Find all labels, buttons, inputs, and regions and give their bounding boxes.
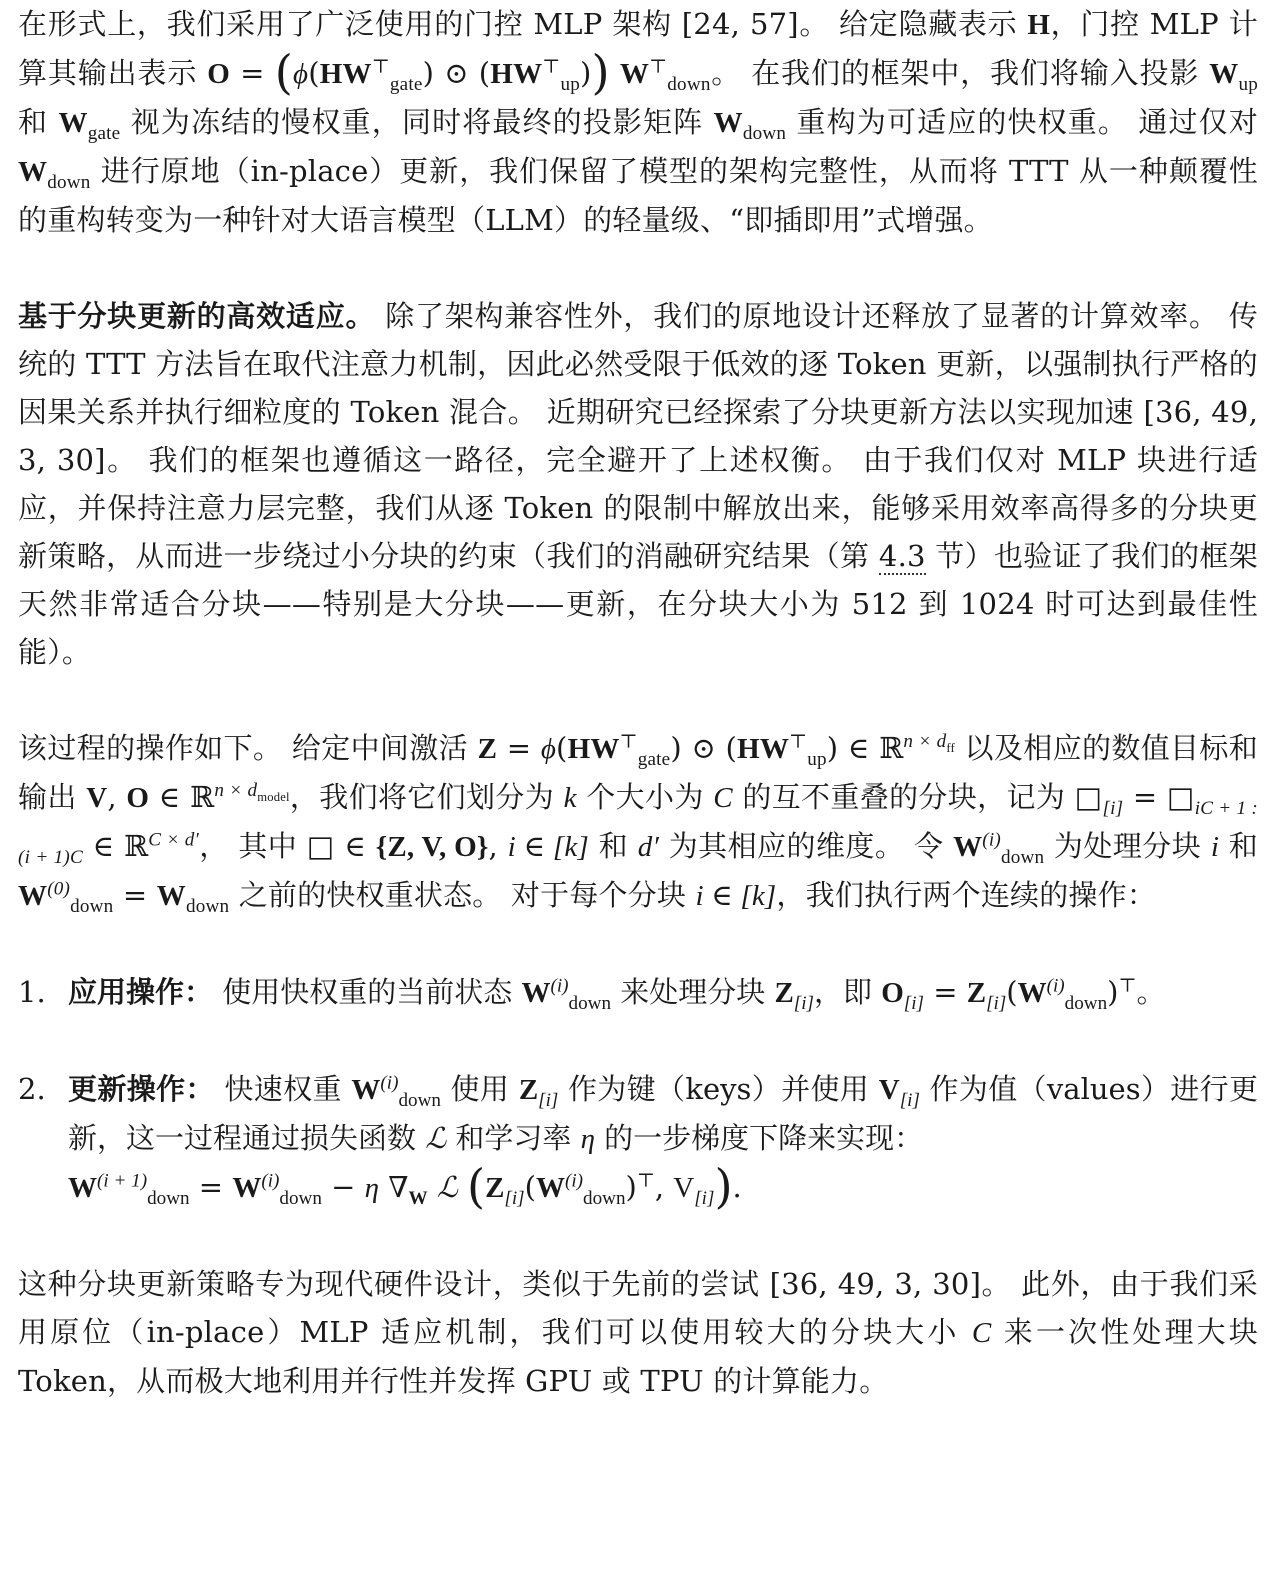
list-number: 1. — [18, 975, 46, 1009]
math-C: C — [971, 1317, 992, 1349]
math-loss: ℒ — [425, 1123, 447, 1155]
math-eta: η — [580, 1123, 595, 1155]
text: 之前的快权重状态。 对于每个分块 — [229, 878, 696, 912]
text: 来处理分块 — [611, 975, 775, 1009]
math-W-down-i: $W^{(i)}_{down}$ — [351, 1072, 441, 1111]
paragraph-chunk-update — [18, 292, 1258, 676]
math-W-down: $W_{down}$ — [18, 156, 91, 193]
math-set: □ ∈ {Z, V, O}, i ∈ [k] — [306, 829, 589, 863]
math-VO: V, O ∈ ℝ$^{n \times d_{model}}$ — [86, 780, 290, 814]
text: 。 在我们的框架中，我们将输入投影 — [710, 56, 1210, 90]
math-C: C — [713, 782, 733, 814]
math-W-down: $W_{down}$ — [713, 107, 787, 144]
math-Z-i: $Z_{[i]}$ — [518, 1074, 559, 1111]
paragraph-hardware — [18, 1260, 1258, 1405]
text: 为处理分块 — [1044, 829, 1211, 863]
text: 节）也验证了我们的框架天然非常适合分块——特别是大分块——更新，在分块大小为 512 到 1024 时可达到最佳性能）。 — [18, 539, 1258, 669]
text: 进行原地（in-place）更新，我们保留了模型的架构完整性，从而将 TTT 从一种颠覆性的重构转变为一种针对大语言模型（LLM）的轻量级、“即插即用”式增强。 — [18, 154, 1258, 237]
text: 和 — [588, 829, 638, 863]
text: 的一步梯度下降来实现： — [594, 1121, 924, 1155]
section-reference-link[interactable]: 4.3 — [878, 539, 926, 573]
text: 来一次性处理大块 Token，从而极大地利用并行性并发挥 GPU 或 TPU 的计算能力。 — [18, 1315, 1258, 1398]
text: 该过程的操作如下。 给定中间激活 — [18, 731, 478, 765]
math-W-down-0: $W^{(0)}_{down} = W_{down}$ — [18, 878, 230, 917]
math-W-down-i: $W^{(i)}_{down}$ — [953, 829, 1045, 868]
math-W-up: $W_{up}$ — [1209, 58, 1259, 95]
math-i-in-k: i ∈ [k] — [695, 880, 777, 912]
paragraph-gated-mlp — [18, 0, 1258, 244]
text: 除了架构兼容性外，我们的原地设计还释放了显著的计算效率。 传统的 TTT 方法旨在取代注意力机制，因此必然受限于低效的逐 Token 更新，以强制执行严格的因果关系并执行细粒度的 Token 混合。 近期研究已经探索了分块更新方法以实现加速 [36, 49, 3, 30]。 我们的框架也遵循这一路径，完全避开了上述权衡。 由于我们仅对 MLP 块进行适应，并保持注意力层完整，我们从逐 Token 的限制中解放出来，能够采用效率高得多的分块更新策略，从而进一步绕过小分块的约束（我们的消融研究结果（第 — [18, 299, 1258, 573]
text: 为其相应的维度。 令 — [659, 829, 954, 863]
text: 重构为可适应的快权重。 通过仅对 — [786, 105, 1259, 139]
equation-apply: $O_{[i]} = Z_{[i]}(W^{(i)}_{down})^⊤$。 — [881, 973, 1166, 1014]
text: 作为键（keys）并使用 — [558, 1072, 879, 1106]
math-H: H — [1027, 9, 1051, 41]
text: ，即 — [814, 975, 882, 1009]
math-Z-i: $Z_{[i]}$ — [774, 977, 814, 1014]
text: 在形式上，我们采用了广泛使用的门控 MLP 架构 [24, 57]。 给定隐藏表示 — [18, 7, 1028, 41]
text: ，我们将它们划分为 — [289, 780, 564, 814]
text: ，我们执行两个连续的操作： — [776, 878, 1157, 912]
math-dprime: d′ — [637, 831, 660, 863]
text: 和学习率 — [446, 1121, 581, 1155]
text: 以及相应的数值目标和输出 — [18, 731, 1258, 814]
operation-list — [18, 968, 1258, 1212]
text: 快速权重 — [214, 1072, 352, 1106]
list-label: 应用操作： — [68, 975, 214, 1009]
paragraph-procedure — [18, 724, 1258, 920]
equation-activation: $Z = \phi(HW^⊤_{gate})$ ⊙ $(HW^⊤_{up})$ ∈ ℝ$^{n \times d_{ff}}$ — [477, 729, 955, 770]
math-V-i: $V_{[i]}$ — [878, 1074, 920, 1111]
text: 这种分块更新策略专为现代硬件设计，类似于先前的尝试 [36, 49, 3, 30]。 此外，由于我们采用原位（in-place）MLP 适应机制，我们可以使用较大的分块大小 — [18, 1267, 1258, 1349]
math-W-down-i: $W^{(i)}_{down}$ — [521, 975, 612, 1014]
text: 作为值（values）进行更新，这一过程通过损失函数 — [68, 1072, 1259, 1155]
text: ，门控 MLP 计算其输出表示 — [18, 7, 1258, 90]
text: 视为冻结的慢权重，同时将最终的投影矩阵 — [120, 105, 714, 139]
text: 使用 — [440, 1072, 519, 1106]
text: 和 — [18, 105, 59, 139]
list-label: 更新操作： — [68, 1072, 215, 1106]
text: 和 — [1219, 829, 1258, 863]
equation-chunk: $□_{[i]}$ = $□_{iC + 1 : (i + 1)C}$ ∈ ℝ$^{C \times d'}$ — [18, 780, 1258, 868]
text: 的互不重叠的分块，记为 — [732, 780, 1075, 814]
equation-output: $O = (\phi(HW^⊤_{gate})$ ⊙ $(HW^⊤_{up})$) $W^⊤_{down}$ — [207, 45, 711, 100]
text: ， 其中 — [198, 829, 307, 863]
paragraph-heading: 基于分块更新的高效适应。 — [18, 299, 376, 333]
equation-update: $W^{(i + 1)}_{down} = W^{(i)}_{down} - \eta$ $\nabla_W$ ℒ ($Z_{[i]}(W^{(i)}_{down})^⊤$, $V_{[i]}$). — [68, 1159, 742, 1214]
list-item-update — [18, 1065, 1258, 1212]
list-item-apply — [18, 968, 1258, 1017]
text: 个大小为 — [576, 780, 714, 814]
list-number: 2. — [18, 1072, 46, 1106]
text: 使用快权重的当前状态 — [213, 975, 522, 1009]
math-k: k — [563, 782, 577, 814]
math-i: i — [1210, 831, 1220, 863]
math-W-gate: $W_{gate}$ — [58, 107, 121, 144]
